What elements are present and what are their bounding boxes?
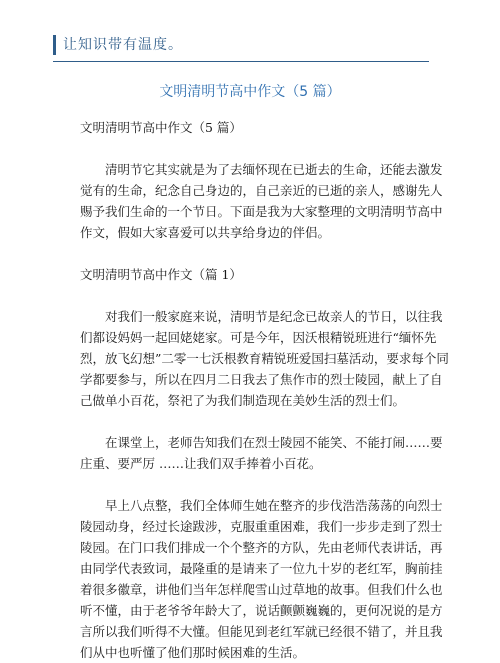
text-line: 烈，放飞幻想”二零一七沃根教育精锐班爱国扫墓活动，要求每个同 [80,351,449,366]
text-line: 早上八点整，我们全体师生她在整齐的步伐浩浩荡荡的向烈士 [80,498,443,513]
text-line: 由同学代表致词，最隆重的是请来了一位九十岁的老红军，胸前挂 [80,561,443,576]
text-line: 觉有的生命，纪念自己身边的，自己亲近的已逝的亲人，感谢先人 [80,183,443,198]
blank-line [80,243,430,264]
text-line: 们都设妈妈一起回姥姥家。可是今年，因沃根精锐班进行“缅怀先 [80,330,437,345]
document-body [80,117,449,663]
text-line: 作文，假如大家喜爱可以共享给身边的伴侣。 [80,225,331,240]
text-line: 赐予我们生命的一个节日。下面是我为大家整理的文明清明节高中 [80,204,443,219]
header-slogan: 让知识带有温度。 [63,37,183,53]
text-line: 清明节它其实就是为了去缅怀现在已逝去的生命，还能去激发 [80,162,443,177]
header-accent-bar [53,35,56,55]
text-line: 听不懂，由于老爷爷年龄大了，说话颤颤巍巍的，更何况说的是方 [80,603,443,618]
text-line: 庄重、要严厉 ……让我们双手捧着小百花。 [80,456,322,471]
document-title: 文明清明节高中作文（5 篇） [159,84,341,100]
text-line: 学都要参与，所以在四月二日我去了焦作市的烈士陵园，献上了自 [80,372,443,387]
text-line: 陵园。在门口我们排成一个个整齐的方队，先由老师代表讲话，再 [80,540,443,555]
site-header [53,30,433,62]
blank-line [80,285,430,306]
text-line: 着很多徽章，讲他们当年怎样爬雪山过草地的故事。但我们什么也 [80,582,443,597]
text-line: 文明清明节高中作文（5 篇） [80,120,242,135]
text-line: 陵园动身，经过长途跋涉，克服重重困难，我们一步步走到了烈士 [80,519,443,534]
text-line: 对我们一般家庭来说，清明节是纪念已故亲人的节日，以往我 [80,309,443,324]
text-line: 在课堂上，老师告知我们在烈士陵园不能笑、不能打闹……要 [80,435,443,450]
text-line: 们从中也听懂了他们那时候困难的生活。 [80,645,306,660]
text-line: 文明清明节高中作文（篇 1） [80,267,242,282]
text-line: 己做单小百花，祭祀了为我们制造现在美妙生活的烈士们。 [80,393,406,408]
blank-line [80,411,430,432]
text-line: 言所以我们听得不大懂。但能见到老红军就已经很不错了，并且我 [80,624,443,639]
header-divider [53,61,429,62]
blank-line [80,138,430,159]
blank-line [80,474,430,495]
